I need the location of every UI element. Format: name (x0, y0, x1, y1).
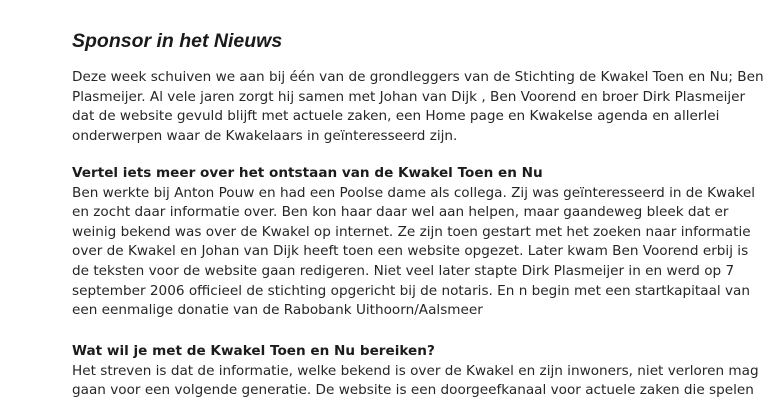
section-line: Ben werkte bij Anton Pouw en had een Poolse dame als collega. Zij was geïnteresseerd in de Kwakel (72, 184, 755, 201)
section-line: Het streven is dat de informatie, welke bekend is over de Kwakel en zijn inwoners, niet verloren mag (72, 362, 759, 379)
article-title: Sponsor in het Nieuws (72, 30, 283, 52)
intro-line: onderwerpen waar de Kwakelaars in geïnteresseerd zijn. (72, 127, 458, 144)
section-goals (72, 342, 759, 401)
section-line: de teksten voor de website gaan redigeren. Niet veel later stapte Dirk Plasmeijer in en werd op 7 (72, 262, 735, 279)
intro-line: dat de website gevuld blijft met actuele zaken, een Home page en Kwakelse agenda en allerlei (72, 108, 720, 125)
intro-paragraph (72, 68, 764, 146)
intro-line: Plasmeijer. Al vele jaren zorgt hij samen met Johan van Dijk , Ben Voorend en broer Dirk Plasmeijer (72, 88, 746, 105)
section-line: over de Kwakel en Johan van Dijk heeft toen een website opgezet. Later kwam Ben Voorend erbij is (72, 243, 749, 260)
section-origin (72, 164, 755, 321)
section-line: een eenmalige donatie van de Rabobank Uithoorn/Aalsmeer (72, 302, 483, 319)
section-line: gaan voor een volgende generatie. De website is een doorgeefkanaal voor actuele zaken die spelen (72, 382, 754, 399)
section-line: september 2006 officieel de stichting opgericht bij de notaris. En n begin met een startkapitaal van (72, 282, 750, 299)
bleed-through-text (300, 0, 760, 35)
section-heading: Vertel iets meer over het ontstaan van de Kwakel Toen en Nu (72, 165, 543, 181)
section-heading: Wat wil je met de Kwakel Toen en Nu bereiken? (72, 343, 435, 359)
section-line: weinig bekend was over de Kwakel op internet. Ze zijn toen gestart met het zoeken naar informatie (72, 223, 751, 240)
section-line: en zocht daar informatie over. Ben kon haar daar wel aan helpen, maar gaandeweg bleek dat er (72, 204, 729, 221)
intro-line: Deze week schuiven we aan bij één van de grondleggers van de Stichting de Kwakel Toen en Nu; Ben (72, 69, 764, 85)
